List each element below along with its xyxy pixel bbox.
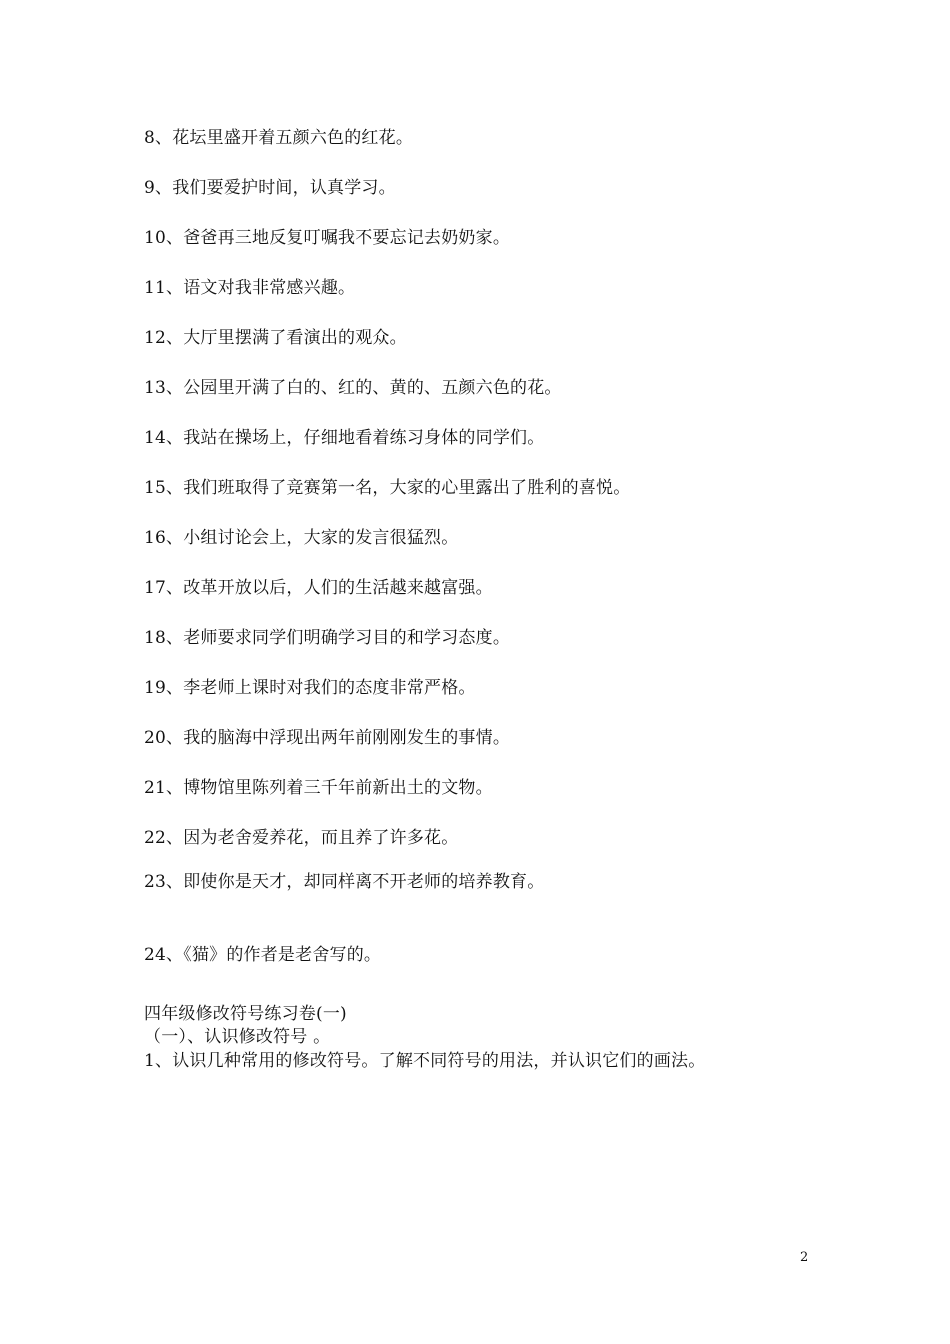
sentence-13: 13、公园里开满了白的、红的、黄的、五颜六色的花。	[144, 378, 562, 398]
section-subtitle: （一）、认识修改符号 。	[144, 1027, 331, 1047]
sentence-8: 8、花坛里盛开着五颜六色的红花。	[144, 128, 414, 148]
sentence-15: 15、我们班取得了竞赛第一名，大家的心里露出了胜利的喜悦。	[144, 478, 631, 498]
sentence-14: 14、我站在操场上，仔细地看着练习身体的同学们。	[144, 428, 545, 448]
sentence-16: 16、小组讨论会上，大家的发言很猛烈。	[144, 528, 459, 548]
sentence-21: 21、博物馆里陈列着三千年前新出土的文物。	[144, 778, 493, 798]
sentence-19: 19、李老师上课时对我们的态度非常严格。	[144, 678, 476, 698]
section-title: 四年级修改符号练习卷(一)	[144, 1004, 347, 1024]
sentence-11: 11、语文对我非常感兴趣。	[144, 278, 356, 298]
sentence-9: 9、我们要爱护时间，认真学习。	[144, 178, 396, 198]
sentence-17: 17、改革开放以后，人们的生活越来越富强。	[144, 578, 493, 598]
sentence-12: 12、大厅里摆满了看演出的观众。	[144, 328, 407, 348]
section-item-1: 1、认识几种常用的修改符号。了解不同符号的用法，并认识它们的画法。	[144, 1051, 706, 1071]
sentence-10: 10、爸爸再三地反复叮嘱我不要忘记去奶奶家。	[144, 228, 511, 248]
sentence-23: 23、即使你是天才，却同样离不开老师的培养教育。	[144, 872, 545, 892]
page-number: 2	[800, 1250, 809, 1265]
sentence-18: 18、老师要求同学们明确学习目的和学习态度。	[144, 628, 511, 648]
sentence-20: 20、我的脑海中浮现出两年前刚刚发生的事情。	[144, 728, 511, 748]
sentence-22: 22、因为老舍爱养花，而且养了许多花。	[144, 828, 459, 848]
sentence-24: 24、《猫》的作者是老舍写的。	[144, 945, 382, 965]
